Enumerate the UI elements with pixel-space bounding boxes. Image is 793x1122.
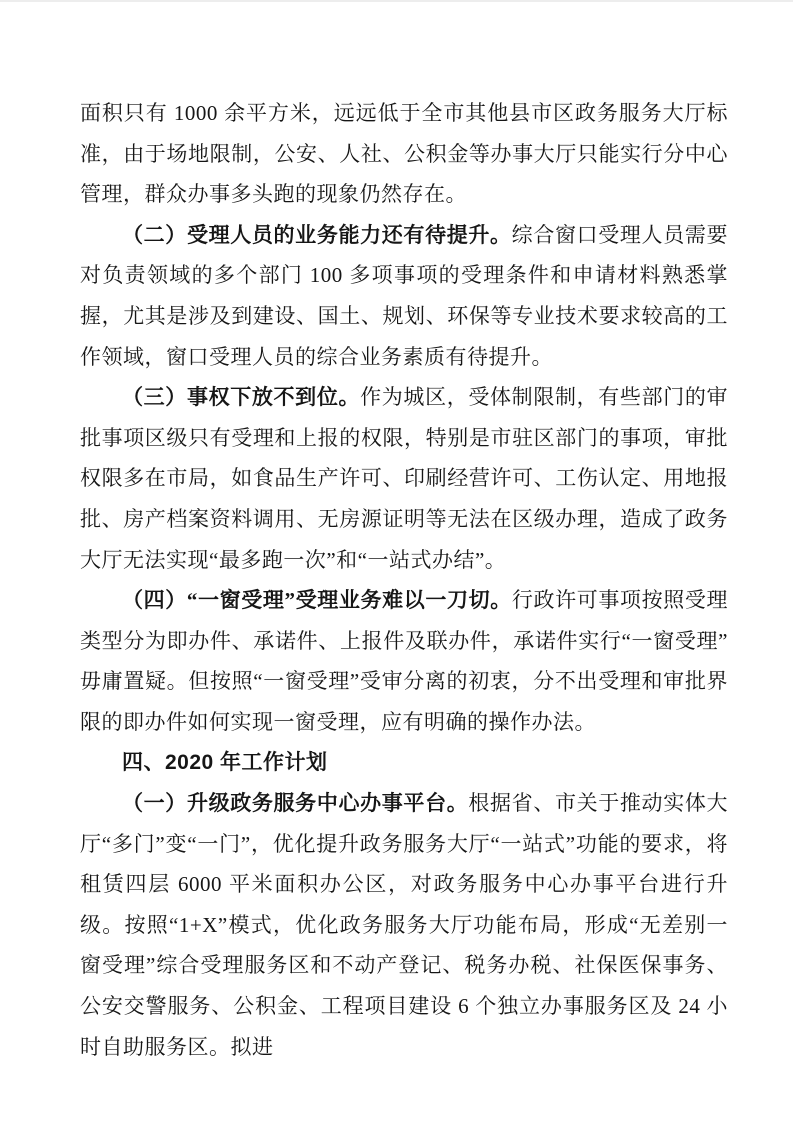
- paragraph-text: 作为城区，受体制限制，有些部门的审批事项区级只有受理和上报的权限，特别是市驻区部门的事项，审批权限多在市局，如食品生产许可、印刷经营许可、工伤认定、用地报批、房产档案资料调用、无房源证明等无法在区级办理，造成了政务大厅无法实现“最多跑一次”和“一站式办结”。: [80, 385, 729, 572]
- paragraph-lead-bold: （三）事权下放不到位。: [122, 385, 361, 410]
- paragraph-lead-bold: （四）“一窗受理”受理业务难以一刀切。: [122, 588, 512, 613]
- paragraph-text: 根据省、市关于推动实体大厅“多门”变“一门”，优化提升政务服务大厅“一站式”功能的要求，将租赁四层 6000 平米面积办公区，对政务服务中心办事平台进行升级。按照“1+X”模式，优化政务服务大厅功能布局，形成“无差别一窗受理”综合受理服务区和不动产登记、税务办税、社保医保事务、公安交警服务、公积金、工程项目建设 6 个独立办事服务区及 24 小时自助服务区。拟进: [80, 791, 729, 1059]
- paragraph: [80, 93, 728, 215]
- paragraph-text: 行政许可事项按照受理类型分为即办件、承诺件、上报件及联办件，承诺件实行“一窗受理”毋庸置疑。但按照“一窗受理”受审分离的初衷，分不出受理和审批界限的即办件如何实现一窗受理，应有明确的操作办法。: [80, 588, 728, 734]
- paragraph: [80, 580, 728, 742]
- paragraph-lead-bold: （二）受理人员的业务能力还有待提升。: [122, 222, 512, 247]
- paragraph: [80, 783, 728, 1067]
- paragraph: [80, 215, 728, 377]
- paragraph-text: 面积只有 1000 余平方米，远远低于全市其他县市区政务服务大厅标准，由于场地限制，公安、人社、公积金等办事大厅只能实行分中心管理，群众办事多头跑的现象仍然存在。: [80, 101, 728, 207]
- paragraph: [80, 377, 728, 580]
- paragraph-text: 综合窗口受理人员需要对负责领域的多个部门 100 多项事项的受理条件和申请材料熟悉掌握，尤其是涉及到建设、国土、规划、环保等专业技术要求较高的工作领域，窗口受理人员的综合业务素质有待提升。: [80, 222, 729, 369]
- page-body: [80, 93, 728, 1067]
- page-top-edge: [0, 0, 793, 2]
- paragraph-lead-bold: （一）升级政务服务中心办事平台。: [122, 791, 469, 816]
- heading-text: 四、2020 年工作计划: [122, 750, 328, 774]
- section-heading: [80, 743, 728, 784]
